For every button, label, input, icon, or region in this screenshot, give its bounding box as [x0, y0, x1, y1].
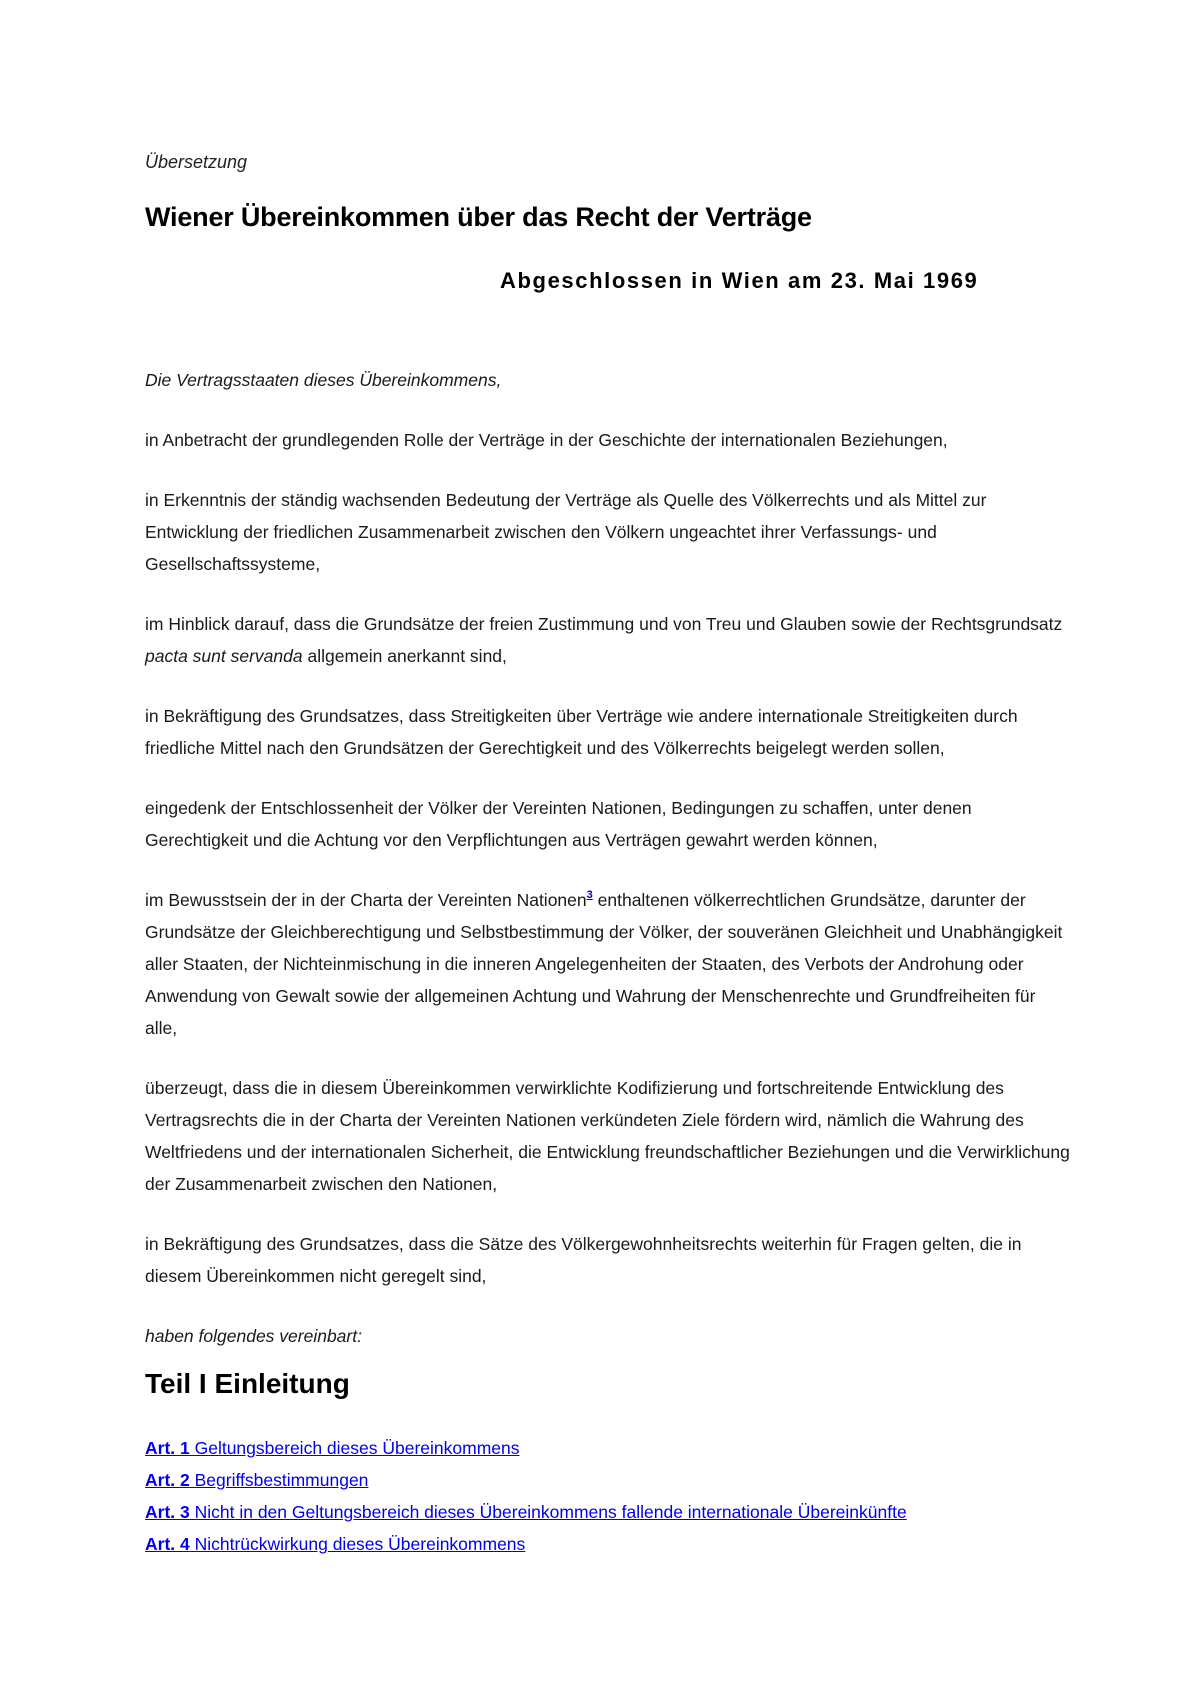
preamble-text: allgemein anerkannt sind,: [302, 646, 507, 666]
article-number: Art. 3: [145, 1502, 190, 1522]
article-link[interactable]: [145, 1464, 907, 1496]
concluded-date: Abgeschlossen in Wien am 23. Mai 1969: [500, 268, 979, 293]
preamble-paragraph: in Erkenntnis der ständig wachsenden Bedeutung der Verträge als Quelle des Völkerrechts und als Mittel zur Entwicklung der friedlichen Zusammenarbeit zwischen den Völkern ungeachtet ihrer Verfassungs- und Gesellschaftssysteme,: [145, 490, 987, 574]
preamble-paragraph: überzeugt, dass die in diesem Übereinkommen verwirklichte Kodifizierung und fortschreitende Entwicklung des Vertragsrechts die in der Charta der Vereinten Nationen verkündeten Ziele fördern wird, nämlich die Wahrung des Weltfriedens und der internationalen Sicherheit, die Entwicklung freundschaftlicher Beziehungen und die Verwirklichung der Zusammenarbeit zwischen den Nationen,: [145, 1078, 1070, 1194]
article-link[interactable]: [145, 1528, 907, 1560]
article-title: Nicht in den Geltungsbereich dieses Übereinkommens fallende internationale Übereinkünfte: [194, 1502, 907, 1522]
article-title: Nichtrückwirkung dieses Übereinkommens: [194, 1534, 526, 1554]
part-heading: Teil I Einleitung: [145, 1368, 350, 1399]
article-title: Begriffsbestimmungen: [194, 1470, 369, 1490]
article-link[interactable]: [145, 1432, 907, 1464]
preamble-paragraph: [145, 608, 1070, 672]
article-list: [145, 1432, 907, 1560]
preamble-opening: Die Vertragsstaaten dieses Übereinkommens,: [145, 370, 502, 390]
latin-phrase: pacta sunt servanda: [145, 646, 303, 666]
article-title: Geltungsbereich dieses Übereinkommens: [194, 1438, 520, 1458]
preamble-paragraph: in Bekräftigung des Grundsatzes, dass die Sätze des Völkergewohnheitsrechts weiterhin für Fragen gelten, die in diesem Übereinkommen nicht geregelt sind,: [145, 1234, 1022, 1286]
article-number: Art. 4: [145, 1534, 190, 1554]
preamble-text: im Bewusstsein der in der Charta der Vereinten Nationen: [145, 890, 587, 910]
translation-label: Übersetzung: [145, 152, 248, 172]
article-number: Art. 1: [145, 1438, 190, 1458]
article-number: Art. 2: [145, 1470, 190, 1490]
preamble-closing: haben folgendes vereinbart:: [145, 1326, 362, 1346]
document-title: Wiener Übereinkommen über das Recht der Verträge: [145, 202, 812, 232]
preamble-paragraph: [145, 884, 1070, 1044]
preamble-paragraph: eingedenk der Entschlossenheit der Völker der Vereinten Nationen, Bedingungen zu schaffen, unter denen Gerechtigkeit und die Achtung vor den Verpflichtungen aus Verträgen gewahrt werden können,: [145, 798, 972, 850]
preamble-paragraph: in Anbetracht der grundlegenden Rolle der Verträge in der Geschichte der internationalen Beziehungen,: [145, 430, 948, 450]
footnote-link[interactable]: 3: [586, 889, 593, 901]
article-link[interactable]: [145, 1496, 907, 1528]
preamble-paragraph: in Bekräftigung des Grundsatzes, dass Streitigkeiten über Verträge wie andere internationale Streitigkeiten durch friedliche Mittel nach den Grundsätzen der Gerechtigkeit und des Völkerrechts beigelegt werden sollen,: [145, 706, 1018, 758]
preamble-text: enthaltenen völkerrechtlichen Grundsätze, darunter der Grundsätze der Gleichberechtigung und Selbstbestimmung der Völker, der souveränen Gleichheit und Unabhängigkeit aller Staaten, der Nichteinmischung in die inneren Angelegenheiten der Staaten, des Verbots der Androhung oder Anwendung von Gewalt sowie der allgemeinen Achtung und Wahrung der Menschenrechte und Grundfreiheiten für alle,: [145, 890, 1063, 1038]
preamble-text: im Hinblick darauf, dass die Grundsätze der freien Zustimmung und von Treu und Glauben sowie der Rechtsgrundsatz: [145, 614, 1063, 634]
preamble: [145, 364, 1070, 1380]
